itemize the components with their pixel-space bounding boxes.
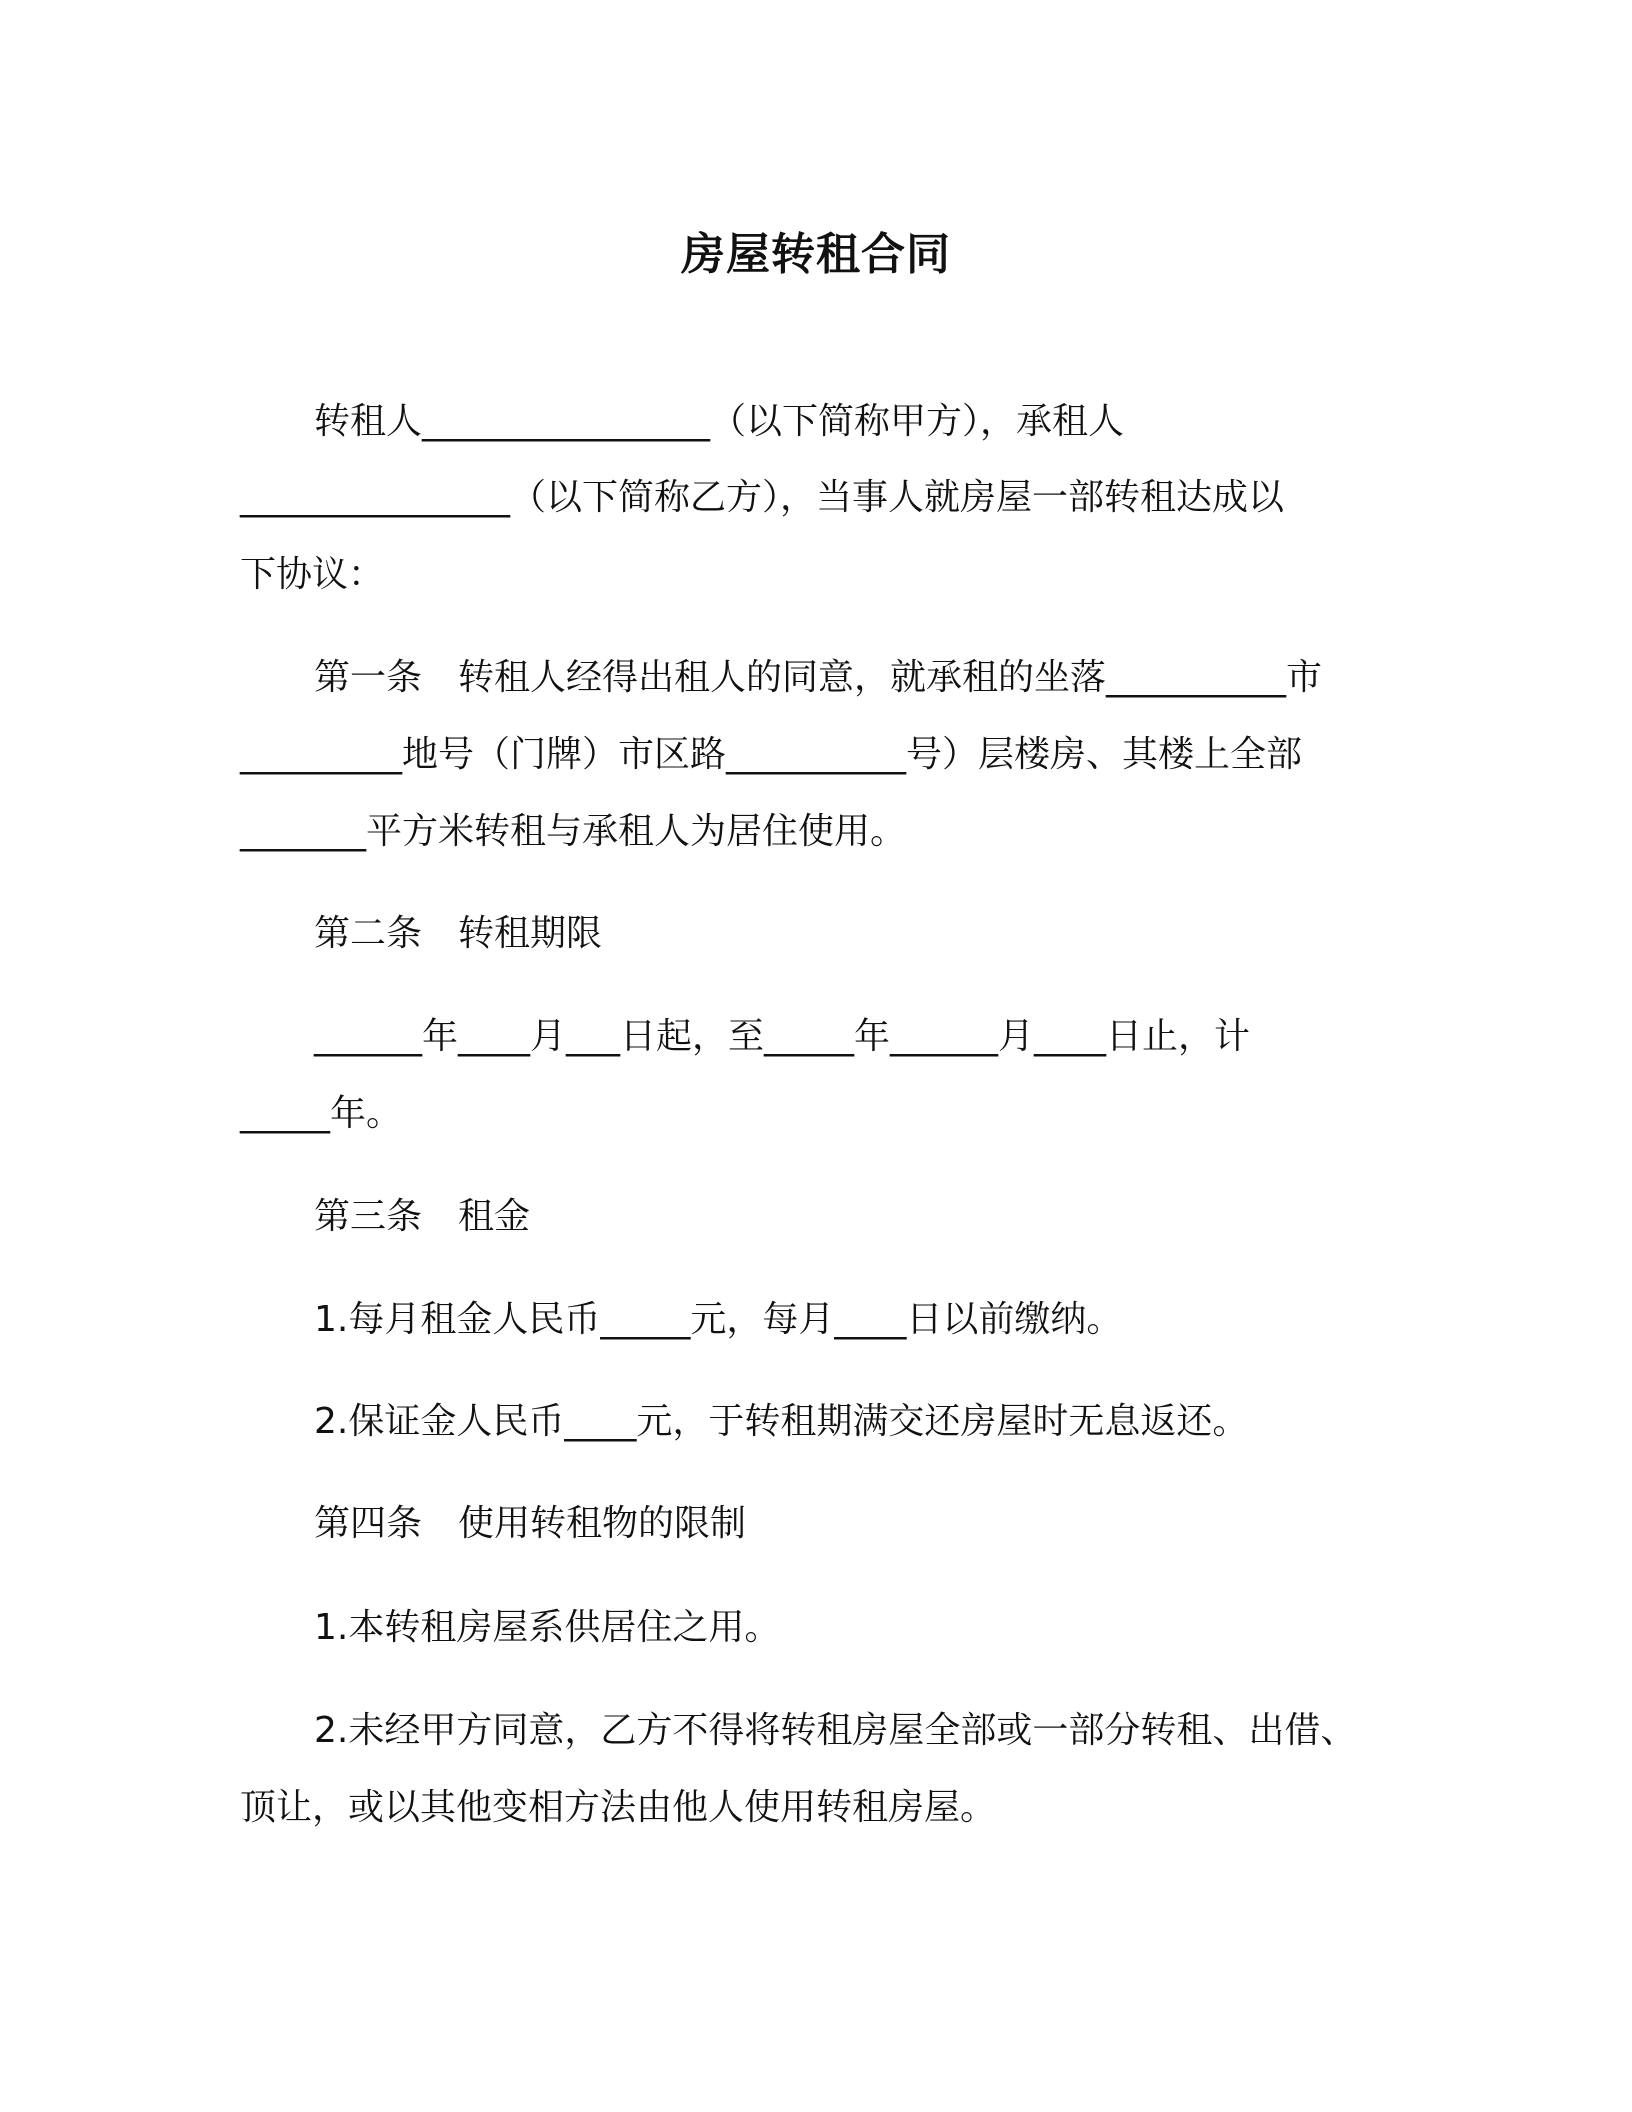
article-4-item-2-line-1: 2.未经甲方同意，乙方不得将转租房屋全部或一部分转租、出借、 — [314, 1710, 1357, 1751]
article-3-item-2: 2.保证金人民币____元，于转租期满交还房屋时无息返还。 — [314, 1401, 1249, 1442]
article-2-heading: 第二条 转租期限 — [314, 913, 603, 954]
article-3-item-1: 1.每月租金人民币_____元，每月____日以前缴纳。 — [314, 1299, 1123, 1340]
article-4-item-2-line-2: 顶让，或以其他变相方法由他人使用转租房屋。 — [240, 1787, 997, 1828]
article-4-item-1: 1.本转租房屋系供居住之用。 — [314, 1607, 781, 1648]
intro-line-1: 转租人________________（以下简称甲方），承租人 — [314, 401, 1125, 442]
article-1-line-3: _______平方米转租与承租人为居住使用。 — [240, 811, 907, 852]
article-2-line-2: _____年。 — [240, 1093, 403, 1134]
document-title: 房屋转租合同 — [681, 229, 951, 280]
intro-line-2: _______________（以下简称乙方），当事人就房屋一部转租达成以 — [240, 477, 1285, 518]
article-1-line-1: 第一条 转租人经得出租人的同意，就承租的坐落__________市 — [314, 657, 1323, 698]
article-2-line-1: ______年____月___日起，至_____年______月____日止，计 — [314, 1016, 1251, 1057]
article-1-line-2: _________地号（门牌）市区路__________号）层楼房、其楼上全部 — [240, 734, 1303, 775]
intro-line-3: 下协议： — [240, 554, 385, 595]
article-3-heading: 第三条 租金 — [314, 1196, 531, 1237]
article-4-heading: 第四条 使用转租物的限制 — [314, 1503, 747, 1544]
